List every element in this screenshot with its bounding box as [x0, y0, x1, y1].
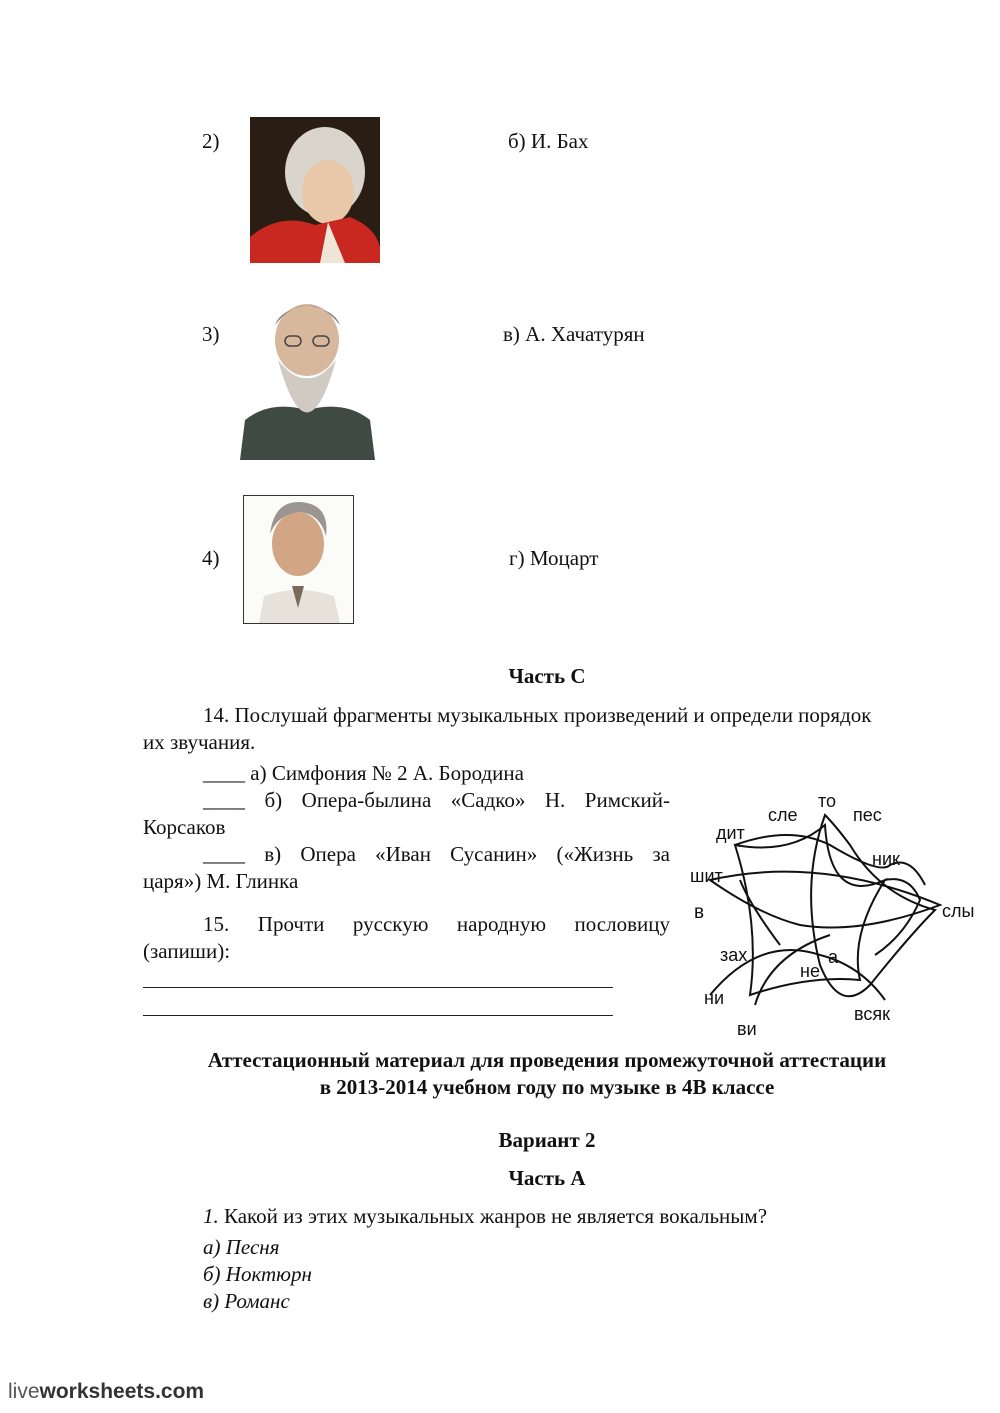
answer-item-b-line2: Корсаков: [143, 815, 226, 839]
row-number: 3): [202, 322, 220, 346]
question-15-line1: 15. Прочти русскую народную пословицу: [203, 912, 670, 936]
answer-item-c-line1: ____ в) Опера «Иван Сусанин» («Жизнь за: [203, 842, 670, 866]
puzzle-word: зах: [720, 945, 748, 965]
answer-option: в) А. Хачатурян: [503, 322, 645, 346]
question-1: [203, 1203, 767, 1230]
question-14-line1: 14. Послушай фрагменты музыкальных произведений и определи порядок: [203, 703, 872, 727]
puzzle-word: ни: [704, 988, 724, 1008]
question-14-line2: их звучания.: [143, 730, 256, 754]
answer-option-c[interactable]: в) Романс: [203, 1289, 290, 1313]
puzzle-word: пес: [853, 805, 882, 825]
answer-blank-line[interactable]: [143, 1015, 613, 1016]
puzzle-word: слы: [942, 901, 975, 921]
part-a-heading: Часть А: [508, 1166, 586, 1190]
answer-blank-line[interactable]: [143, 987, 613, 988]
proverb-word-puzzle: [680, 785, 990, 1045]
question-1-text: Какой из этих музыкальных жанров не является вокальным?: [218, 1204, 768, 1228]
answer-item-c-line2: царя») М. Глинка: [143, 869, 299, 893]
question-1-number: 1.: [203, 1204, 219, 1228]
row-number: 2): [202, 129, 220, 153]
attestation-title-line1: Аттестационный материал для проведения промежуточной аттестации: [207, 1048, 887, 1072]
logo-tail-text: .com: [155, 1380, 205, 1403]
attestation-title-line2: в 2013-2014 учебном году по музыке в 4В классе: [319, 1075, 775, 1099]
puzzle-word: не: [800, 961, 820, 981]
answer-option-a[interactable]: а) Песня: [203, 1235, 280, 1259]
puzzle-word: дит: [716, 823, 745, 843]
puzzle-word: всяк: [854, 1004, 890, 1024]
puzzle-word: а: [828, 947, 839, 967]
composer-portrait-red-coat: [250, 117, 380, 263]
answer-item-b-line1: ____ б) Опера-былина «Садко» Н. Римский-: [203, 788, 670, 812]
question-15-line2: (запиши):: [143, 939, 231, 963]
answer-item-a: ____ а) Симфония № 2 А. Бородина: [203, 761, 524, 785]
puzzle-word: ви: [737, 1019, 757, 1039]
logo-light-text: live: [8, 1380, 40, 1403]
puzzle-word: сле: [768, 805, 798, 825]
puzzle-word: ник: [872, 849, 900, 869]
variant-heading: Вариант 2: [498, 1128, 596, 1152]
answer-option-b[interactable]: б) Ноктюрн: [203, 1262, 312, 1286]
puzzle-word: в: [694, 902, 705, 923]
puzzle-word: шит: [690, 866, 723, 886]
answer-option: б) И. Бах: [508, 129, 589, 153]
composer-portrait-framed: [243, 495, 354, 624]
logo-bold-text: worksheets: [39, 1380, 156, 1403]
part-c-heading: Часть С: [508, 664, 586, 688]
answer-option: г) Моцарт: [509, 546, 599, 570]
liveworksheets-logo: [8, 1380, 204, 1404]
row-number: 4): [202, 546, 220, 570]
puzzle-word: то: [818, 791, 837, 811]
composer-portrait-bearded: [240, 290, 375, 460]
